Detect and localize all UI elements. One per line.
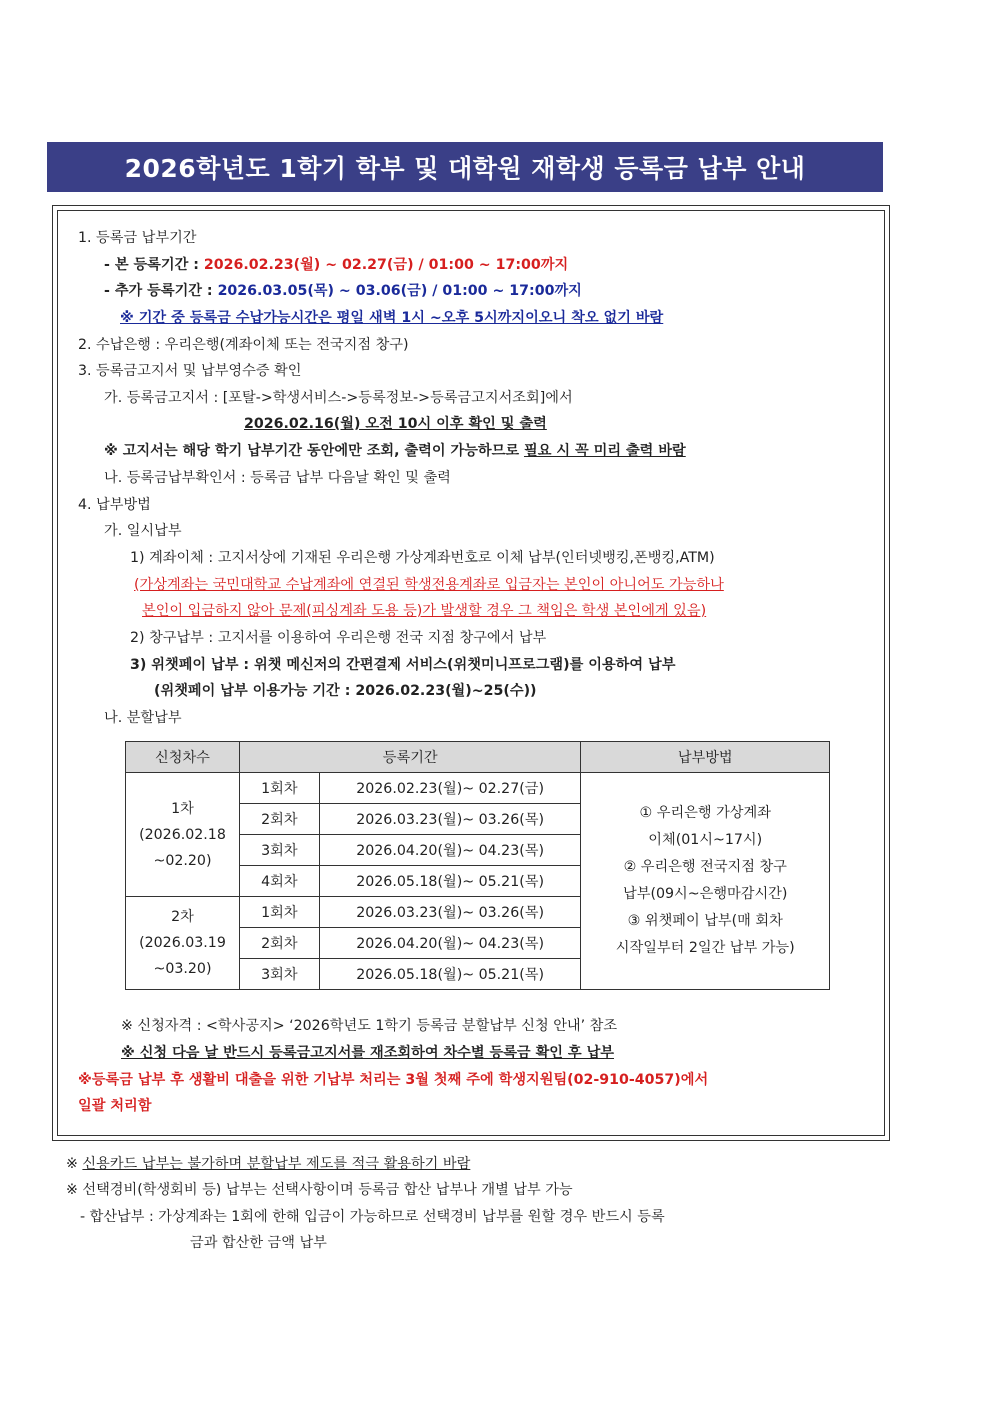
main-registration-period: [104, 255, 568, 275]
combined-payment-line-1: - 합산납부 : 가상계좌는 1회에 한해 입금이 가능하므로 선택경비 납부를 원할 경우 반드시 등록: [80, 1209, 665, 1225]
group-2-range-start: (2026.03.19: [139, 935, 226, 951]
combined-payment-line-2: 금과 합산한 금액 납부: [190, 1235, 327, 1251]
credit-card-note: [66, 1154, 470, 1174]
lump-sum-heading: 가. 일시납부: [104, 523, 182, 539]
group-2-cell: [126, 897, 240, 990]
virtual-account-note-1: (가상계좌는 국민대학교 수납계좌에 연결된 학생전용계좌로 입금자는 본인이 아니어도 가능하나: [134, 577, 724, 593]
method-line-3: ② 우리은행 전국지점 창구: [623, 859, 787, 875]
installment-period: 2026.03.23(월)~ 03.26(목): [319, 897, 581, 928]
notice-lookup-path: 가. 등록금고지서 : [포탈->학생서비스->등록정보->등록금고지서조회]에서: [104, 390, 573, 406]
method-line-1: ① 우리은행 가상계좌: [639, 805, 771, 821]
method-cell: [581, 773, 830, 990]
table-header-row: [126, 742, 830, 773]
notice-print-warning-emphasis: 필요 시 꼭 미리 출력 바람: [523, 443, 686, 459]
method-line-2: 이체(01시~17시): [648, 832, 763, 848]
wechatpay-method: 3) 위챗페이 납부 : 위챗 메신저의 간편결제 서비스(위챗미니프로그램)를 이용하여 납부: [130, 657, 676, 673]
header-period: 등록기간: [239, 742, 581, 773]
section-2-heading: 2. 수납은행 : 우리은행(계좌이체 또는 전국지점 창구): [78, 337, 409, 353]
installment-no: 3회차: [239, 835, 319, 866]
credit-card-note-mark: ※: [66, 1156, 83, 1172]
section-1-heading: 1. 등록금 납부기간: [78, 230, 197, 246]
payment-hours-note: ※ 기간 중 등록금 수납가능시간은 평일 새벽 1시 ~오후 5시까지이오니 착오 없기 바람: [120, 310, 664, 326]
installment-no: 2회차: [239, 928, 319, 959]
notice-available-date: 2026.02.16(월) 오전 10시 이후 확인 및 출력: [244, 416, 547, 432]
installment-heading: 나. 분할납부: [104, 710, 182, 726]
virtual-account-note-2: 본인이 입금하지 않아 문제(피싱계좌 도용 등)가 발생할 경우 그 책임은 학생 본인에게 있음): [142, 603, 707, 619]
notice-print-warning: [104, 441, 686, 461]
method-line-5: ③ 위챗페이 납부(매 회차: [627, 913, 783, 929]
group-2-range-end: ~03.20): [153, 961, 212, 977]
section-3-heading: 3. 등록금고지서 및 납부영수증 확인: [78, 363, 302, 379]
group-1-cell: [126, 773, 240, 897]
credit-card-note-text: 신용카드 납부는 불가하며 분할납부 제도를 적극 활용하기 바람: [82, 1156, 471, 1172]
page-title: 2026학년도 1학기 학부 및 대학원 재학생 등록금 납부 안내: [47, 142, 883, 192]
header-round: 신청차수: [126, 742, 240, 773]
group-1-label: 1차: [171, 800, 194, 817]
group-1-range-end: ~02.20): [153, 852, 212, 869]
installment-period: 2026.05.18(월)~ 05.21(목): [319, 866, 581, 897]
installment-table: [125, 741, 830, 990]
eligibility-note: ※ 신청자격 : <학사공지> ‘2026학년도 1학기 등록금 분할납부 신청 안내’ 참조: [121, 1018, 618, 1034]
installment-no: 1회차: [239, 773, 319, 804]
installment-period: 2026.03.23(월)~ 03.26(목): [319, 804, 581, 835]
installment-period: 2026.02.23(월)~ 02.27(금): [319, 773, 581, 804]
installment-period: 2026.05.18(월)~ 05.21(목): [319, 959, 581, 990]
notice-print-warning-text: ※ 고지서는 해당 학기 납부기간 동안에만 조회, 출력이 가능하므로: [104, 443, 524, 459]
wechatpay-period: (위챗페이 납부 이용가능 기간 : 2026.02.23(월)~25(수)): [154, 683, 537, 699]
section-4-heading: 4. 납부방법: [78, 497, 151, 513]
installment-no: 2회차: [239, 804, 319, 835]
header-method: 납부방법: [581, 742, 830, 773]
installment-no: 1회차: [239, 897, 319, 928]
method-line-4: 납부(09시~은행마감시간): [623, 886, 788, 902]
main-registration-label: - 본 등록기간 :: [104, 257, 204, 273]
installment-period: 2026.04.20(월)~ 04.23(목): [319, 928, 581, 959]
table-row: [126, 773, 830, 804]
group-1-range-start: (2026.02.18: [139, 826, 226, 843]
extra-registration-period: [104, 281, 582, 301]
recheck-note: ※ 신청 다음 날 반드시 등록금고지서를 재조회하여 차수별 등록금 확인 후 납부: [121, 1045, 614, 1061]
optional-fee-note: ※ 선택경비(학생회비 등) 납부는 선택사항이며 등록금 합산 납부나 개별 납부 가능: [66, 1182, 573, 1198]
group-2-label: 2차: [171, 909, 194, 925]
loan-note-line-2: 일괄 처리함: [78, 1098, 152, 1114]
loan-note-line-1: ※등록금 납부 후 생활비 대출을 위한 기납부 처리는 3월 첫째 주에 학생지원팀(02-910-4057)에서: [78, 1072, 709, 1088]
payment-confirmation-item: 나. 등록금납부확인서 : 등록금 납부 다음날 확인 및 출력: [104, 470, 451, 486]
extra-registration-label: - 추가 등록기간 :: [104, 283, 218, 299]
method-line-6: 시작일부터 2일간 납부 가능): [615, 940, 795, 956]
main-registration-value: 2026.02.23(월) ~ 02.27(금) / 01:00 ~ 17:00까지: [203, 257, 569, 273]
extra-registration-value: 2026.03.05(목) ~ 03.06(금) / 01:00 ~ 17:00까지: [217, 283, 582, 299]
counter-method: 2) 창구납부 : 고지서를 이용하여 우리은행 전국 지점 창구에서 납부: [130, 630, 547, 646]
installment-period: 2026.04.20(월)~ 04.23(목): [319, 835, 581, 866]
installment-no: 4회차: [239, 866, 319, 897]
transfer-method: 1) 계좌이체 : 고지서상에 기재된 우리은행 가상계좌번호로 이체 납부(인터넷뱅킹,폰뱅킹,ATM): [130, 550, 715, 566]
installment-no: 3회차: [239, 959, 319, 990]
